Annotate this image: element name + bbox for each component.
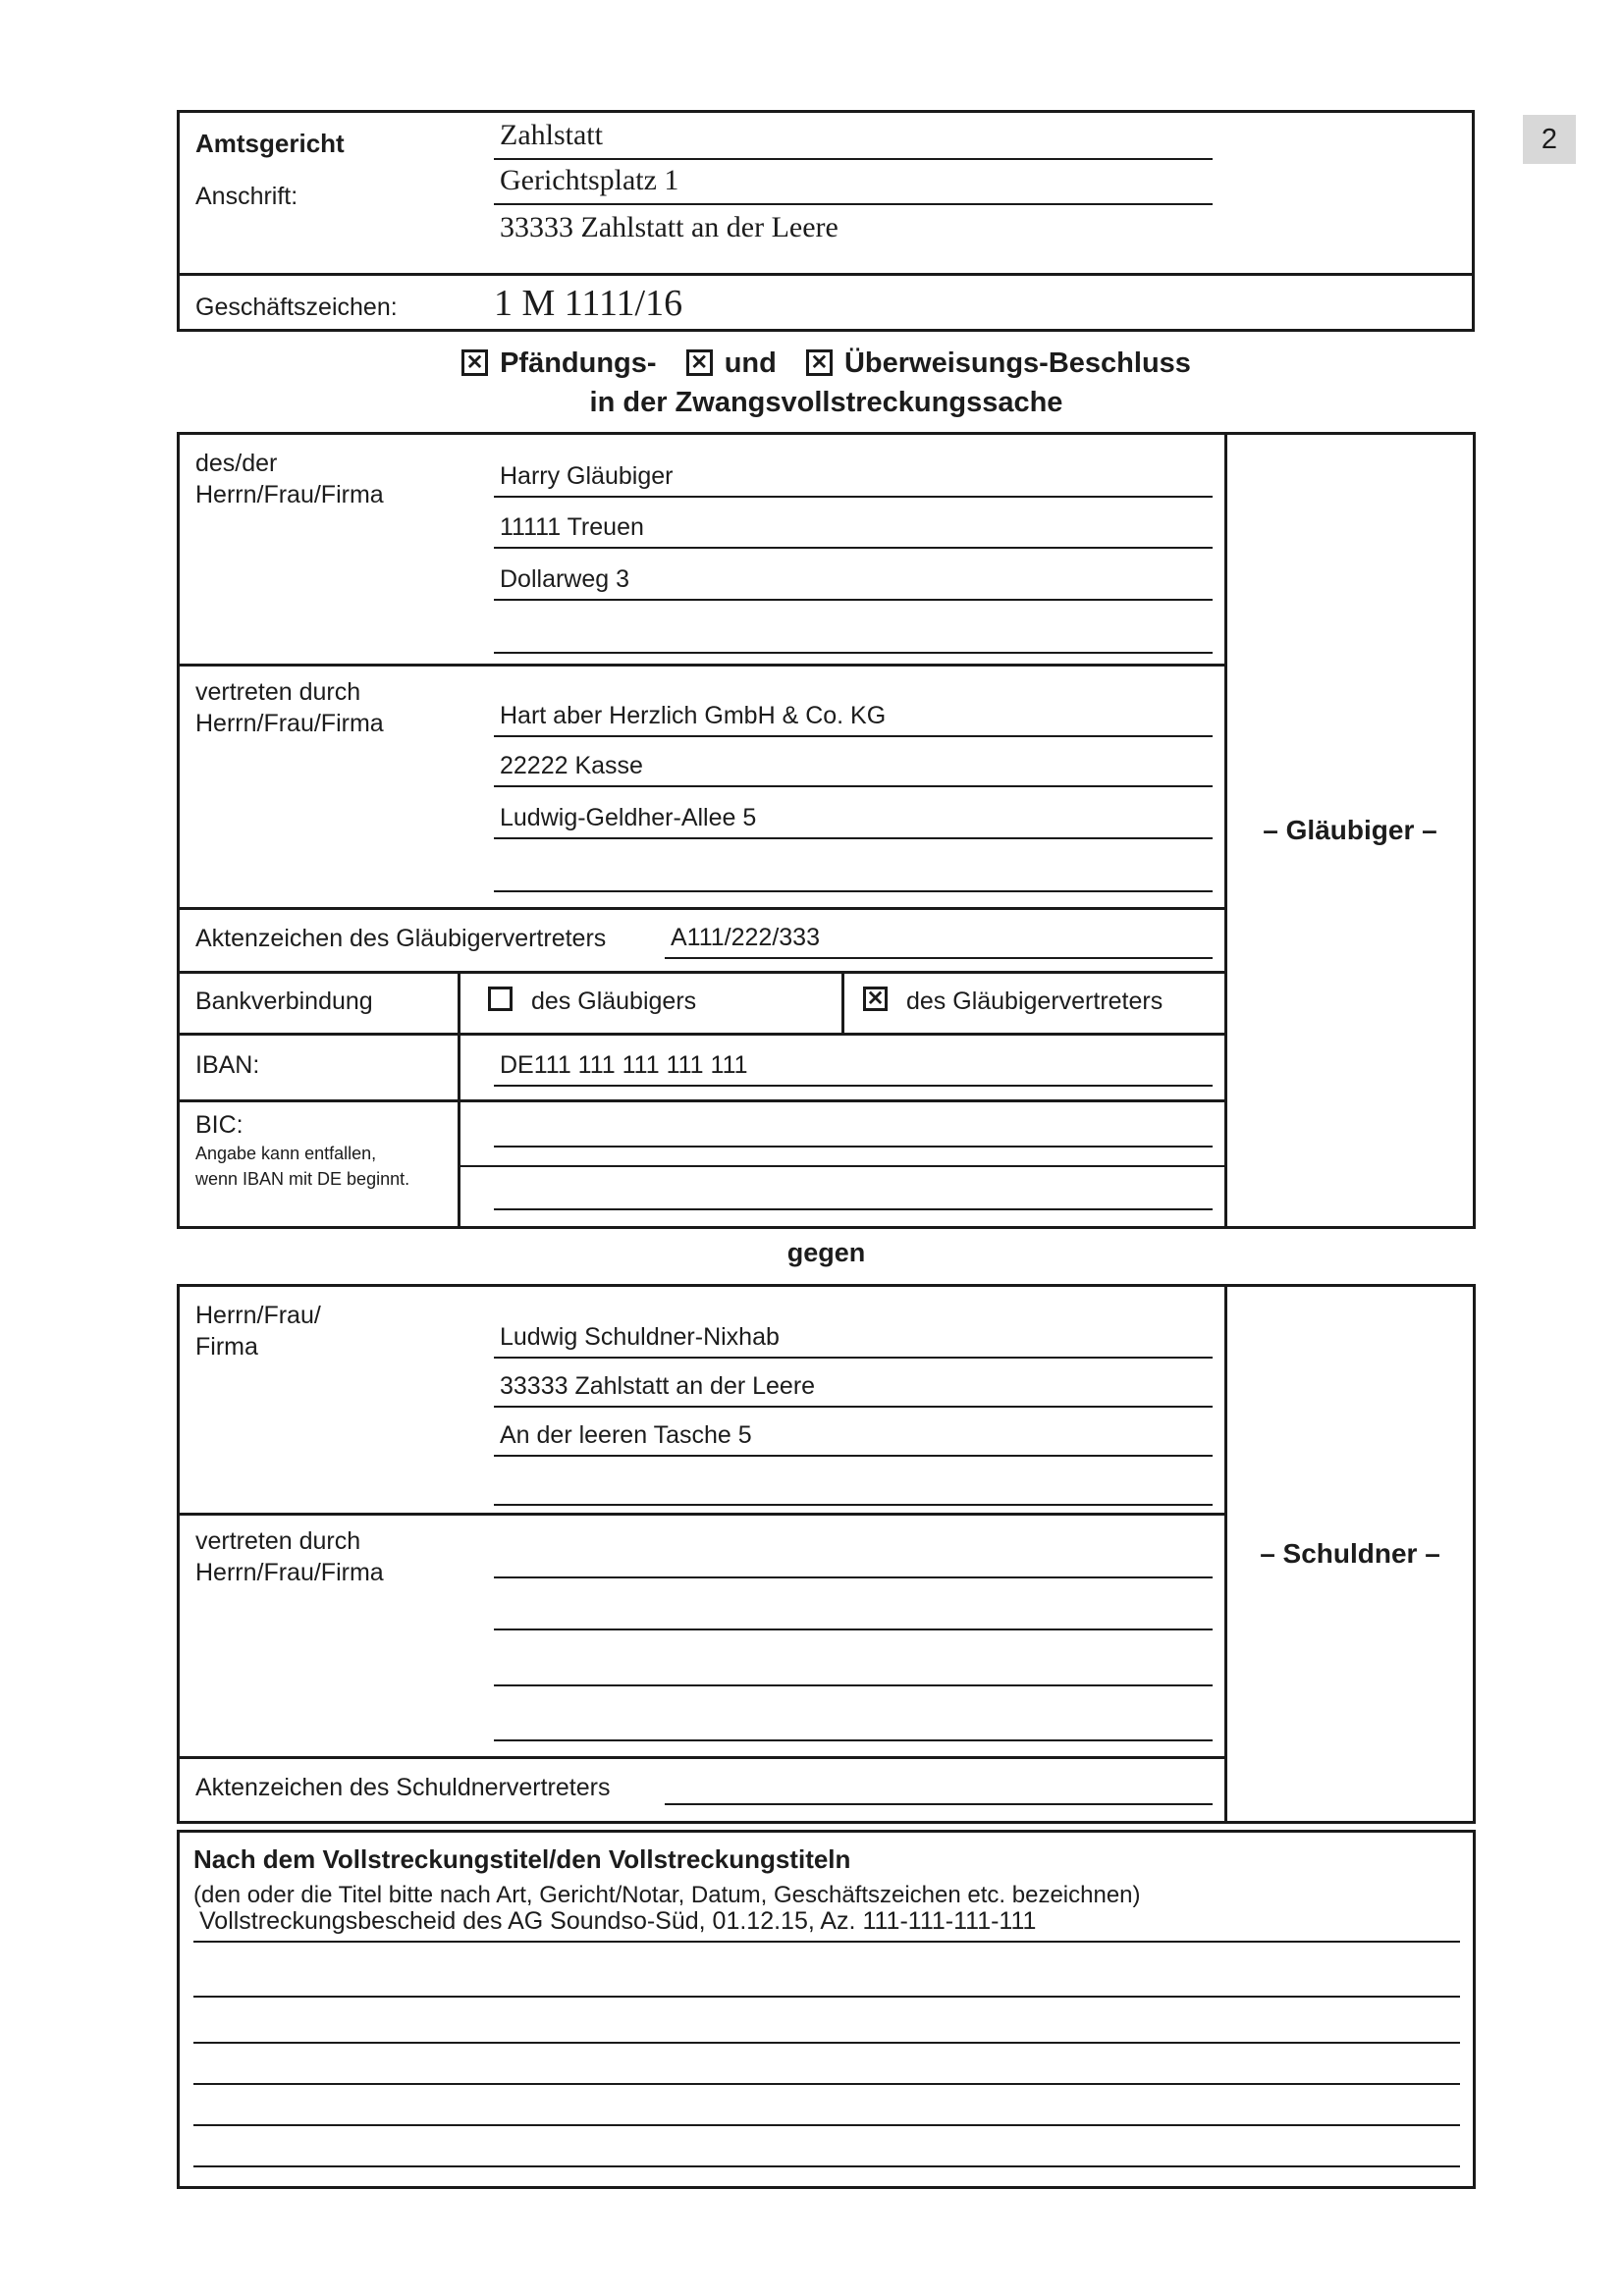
debtor-rep-label-1: vertreten durch: [195, 1527, 361, 1555]
bank-option-creditor-label: des Gläubigers: [531, 988, 697, 1015]
court-address-field-1[interactable]: [494, 162, 1213, 205]
court-name-field[interactable]: [494, 117, 1213, 160]
enforcement-subheading: (den oder die Titel bitte nach Art, Gericht/Notar, Datum, Geschäftszeichen etc. bezeichnen): [193, 1882, 1141, 1908]
enforcement-value-1: Vollstreckungsbescheid des AG Soundso-Süd, 01.12.15, Az. 111-111-111-111: [199, 1907, 1037, 1935]
enforcement-field-6[interactable]: [193, 2128, 1460, 2167]
case-ref-label: Geschäftszeichen:: [195, 294, 398, 321]
creditor-row-divider-3: [180, 971, 1224, 974]
title-seg-1: Pfändungs-: [500, 347, 657, 379]
creditor-party-label-2: Herrn/Frau/Firma: [195, 481, 384, 508]
page-number-badge: [1523, 115, 1576, 164]
checkbox-pfaendung-icon[interactable]: [461, 349, 488, 376]
creditor-party-label-1: des/der: [195, 450, 278, 477]
title-seg-2: und: [724, 347, 777, 379]
creditor-rep-value-2: 22222 Kasse: [500, 752, 643, 779]
bank-option-divider: [841, 971, 844, 1033]
creditor-side-label: – Gläubiger –: [1263, 815, 1437, 845]
creditor-ref-label: Aktenzeichen des Gläubigervertreters: [195, 925, 607, 952]
enforcement-field-4[interactable]: [193, 2046, 1460, 2085]
court-name-value: Zahlstatt: [500, 119, 603, 151]
creditor-party-field-2[interactable]: [494, 507, 1213, 549]
checkbox-ueberweisung-icon[interactable]: [806, 349, 833, 376]
debtor-rep-field-1[interactable]: [494, 1537, 1213, 1578]
address-label: Anschrift:: [195, 183, 298, 210]
creditor-party-field-4[interactable]: [494, 613, 1213, 654]
debtor-party-label-2: Firma: [195, 1333, 258, 1361]
title-seg-3: Überweisungs-Beschluss: [843, 347, 1191, 379]
enforcement-field-3[interactable]: [193, 2004, 1460, 2044]
court-label: Amtsgericht: [195, 129, 345, 158]
bank-option-rep-label: des Gläubigervertreters: [906, 988, 1163, 1015]
bank-row-divider-1: [180, 1033, 1224, 1036]
creditor-rep-label-1: vertreten durch: [195, 678, 361, 706]
creditor-ref-field[interactable]: [665, 920, 1213, 959]
debtor-ref-field[interactable]: [665, 1766, 1213, 1805]
debtor-party-field-1[interactable]: [494, 1317, 1213, 1359]
iban-value: DE111 111 111 111 111: [500, 1051, 748, 1079]
case-ref-value: 1 M 1111/16: [494, 283, 683, 324]
debtor-box: [177, 1284, 1476, 1824]
debtor-side-label: – Schuldner –: [1260, 1538, 1440, 1569]
creditor-rep-field-3[interactable]: [494, 798, 1213, 839]
checkbox-bank-creditor-icon[interactable]: [488, 987, 513, 1011]
creditor-party-value-3: Dollarweg 3: [500, 565, 630, 593]
bic-sub-divider: [458, 1165, 1224, 1167]
page-number: 2: [1541, 123, 1558, 155]
iban-field[interactable]: [494, 1045, 1213, 1087]
enforcement-field-5[interactable]: [193, 2087, 1460, 2126]
bic-field-2[interactable]: [494, 1169, 1213, 1210]
form-title-line-1: [177, 347, 1476, 380]
bic-note-2: wenn IBAN mit DE beginnt.: [195, 1169, 410, 1189]
creditor-rep-value-3: Ludwig-Geldher-Allee 5: [500, 804, 757, 831]
debtor-party-field-3[interactable]: [494, 1415, 1213, 1457]
creditor-rep-field-1[interactable]: [494, 696, 1213, 737]
creditor-rep-label-2: Herrn/Frau/Firma: [195, 710, 384, 737]
enforcement-field-2[interactable]: [193, 1958, 1460, 1998]
creditor-party-value-1: Harry Gläubiger: [500, 462, 674, 490]
iban-label: IBAN:: [195, 1051, 260, 1079]
creditor-ref-value: A111/222/333: [671, 924, 820, 951]
debtor-ref-label: Aktenzeichen des Schuldnervertreters: [195, 1774, 611, 1801]
checkbox-und-icon[interactable]: [686, 349, 713, 376]
form-title-line-2: in der Zwangsvollstreckungssache: [589, 387, 1063, 418]
debtor-rep-field-4[interactable]: [494, 1700, 1213, 1741]
checkbox-bank-rep-icon[interactable]: [863, 987, 888, 1011]
creditor-rep-field-2[interactable]: [494, 746, 1213, 787]
versus-label: gegen: [786, 1238, 866, 1267]
debtor-rep-field-3[interactable]: [494, 1645, 1213, 1686]
creditor-party-value-2: 11111 Treuen: [500, 513, 644, 541]
debtor-party-label-1: Herrn/Frau/: [195, 1302, 321, 1329]
creditor-party-field-3[interactable]: [494, 560, 1213, 601]
bank-row-divider-2: [180, 1099, 1224, 1102]
bic-label: BIC:: [195, 1111, 243, 1139]
court-address-field-2[interactable]: [494, 207, 1213, 250]
debtor-party-field-4[interactable]: [494, 1465, 1213, 1506]
bank-col-divider: [458, 971, 460, 1226]
court-header-box: [177, 110, 1475, 332]
bic-field-1[interactable]: [494, 1106, 1213, 1148]
creditor-rep-field-4[interactable]: [494, 851, 1213, 892]
debtor-row-divider-1: [180, 1513, 1224, 1516]
creditor-rep-value-1: Hart aber Herzlich GmbH & Co. KG: [500, 702, 887, 729]
enforcement-title-box: [177, 1830, 1476, 2189]
header-divider: [180, 273, 1472, 276]
bank-label: Bankverbindung: [195, 988, 373, 1015]
debtor-party-value-1: Ludwig Schuldner-Nixhab: [500, 1323, 780, 1351]
creditor-row-divider-1: [180, 664, 1224, 667]
debtor-rep-label-2: Herrn/Frau/Firma: [195, 1559, 384, 1586]
debtor-party-value-3: An der leeren Tasche 5: [500, 1421, 752, 1449]
court-address-value-1: Gerichtsplatz 1: [500, 164, 679, 196]
debtor-row-divider-2: [180, 1756, 1224, 1759]
creditor-party-field-1[interactable]: [494, 456, 1213, 498]
creditor-row-divider-2: [180, 907, 1224, 910]
court-address-value-2: 33333 Zahlstatt an der Leere: [500, 211, 839, 243]
debtor-rep-field-2[interactable]: [494, 1589, 1213, 1630]
debtor-party-field-2[interactable]: [494, 1366, 1213, 1408]
creditor-box: [177, 432, 1476, 1229]
debtor-party-value-2: 33333 Zahlstatt an der Leere: [500, 1372, 816, 1400]
enforcement-field-1[interactable]: [193, 1903, 1460, 1943]
enforcement-heading: Nach dem Vollstreckungstitel/den Vollstreckungstiteln: [193, 1844, 851, 1874]
bic-note-1: Angabe kann entfallen,: [195, 1144, 377, 1163]
